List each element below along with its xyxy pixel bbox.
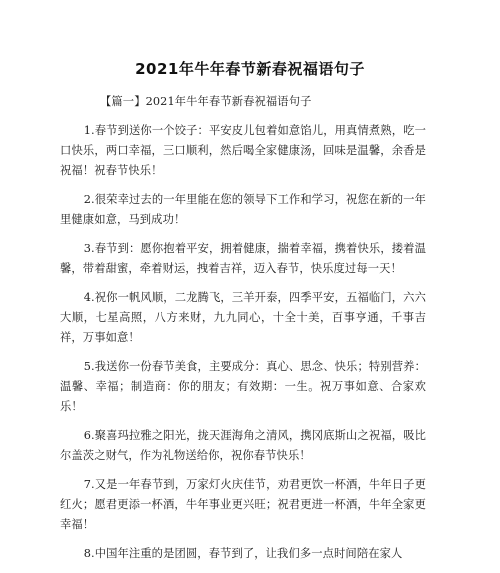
paragraph-6: 6.聚喜玛拉雅之阳光，拢天涯海角之清风，携冈底斯山之祝福，吸比尔盖茨之财气，作为礼物送给你，祝你春节快乐！ [60,429,426,462]
paragraph-2: 2.很荣幸过去的一年里能在您的领导下工作和学习，祝您在新的一年里健康如意，马到成功！ [60,193,426,226]
paragraph-4: 4.祝你一帆风顺，二龙腾飞，三羊开泰，四季平安，五福临门，六六大顺，七星高照，八方来财，九九同心，十全十美，百事亨通，千事吉祥，万事如意！ [60,291,426,344]
document-body [60,92,426,573]
paragraph-8: 8.中国年注重的是团圆，春节到了，让我们多一点时间陪在家人 [83,547,403,560]
paragraph-1: 1.春节到送你一个饺子：平安皮儿包着如意馅儿，用真情煮熟，吃一口快乐，两口幸福，三口顺利，然后喝全家健康汤，回味是温馨，余香是祝福！祝春节快乐！ [60,124,426,177]
paragraph-3: 3.春节到：愿你抱着平安，拥着健康，揣着幸福，携着快乐，搂着温馨，带着甜蜜，牵着财运，拽着吉祥，迈入春节，快乐度过每一天！ [60,242,426,275]
document-title: 2021年牛年春节新春祝福语句子 [135,60,365,78]
section-heading: 【篇一】2021年牛年春节新春祝福语句子 [100,95,312,108]
paragraph-5: 5.我送你一份春节美食，主要成分：真心、思念、快乐；特别营养：温馨、幸福；制造商：你的朋友；有效期：一生。祝万事如意、合家欢乐！ [60,360,426,413]
paragraph-7: 7.又是一年春节到，万家灯火庆佳节，劝君更饮一杯酒，牛年日子更红火；愿君更添一杯酒，牛年事业更兴旺；祝君更进一杯酒，牛年全家更幸福！ [60,478,426,531]
